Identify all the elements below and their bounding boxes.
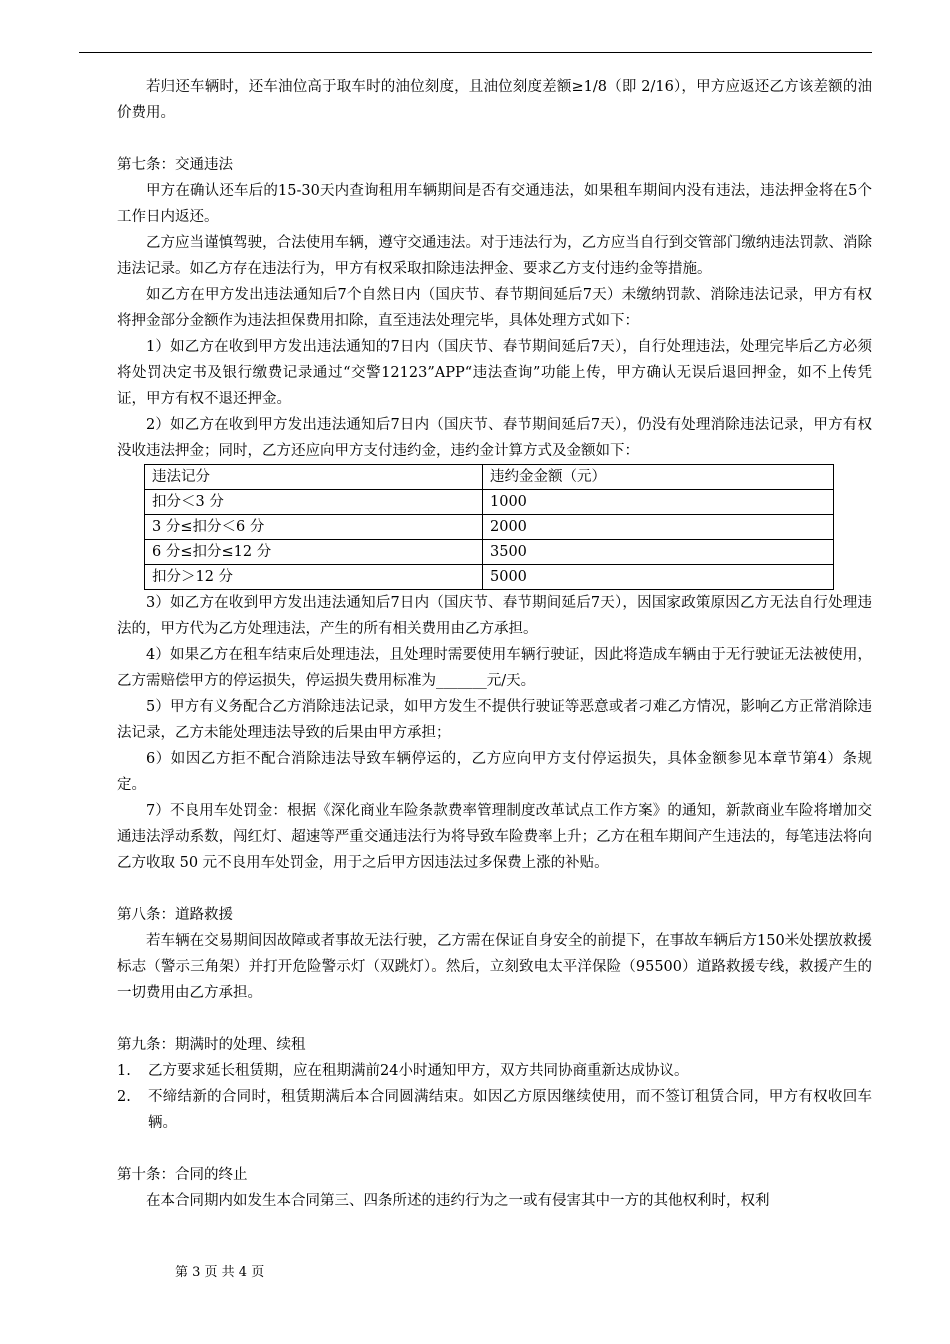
document-body [117,74,872,1214]
article-7-paragraph-1: 甲方在确认还车后的15-30天内查询租用车辆期间是否有交通违法，如果租车期间内没有违法，违法押金将在5个工作日内返还。 [117,183,872,225]
header-rule [79,52,872,53]
page-footer: 第 3 页 共 4 页 [175,1265,265,1280]
table-header-points: 违法记分 [145,465,483,490]
article-10-paragraph-1: 在本合同期内如发生本合同第三、四条所述的违约行为之一或有侵害其中一方的其他权利时，权利 [146,1193,770,1209]
article-7-item-3: 3）如乙方在收到甲方发出违法通知后7日内（国庆节、春节期间延后7天），因国家政策原因乙方无法自行处理违法的，甲方代为乙方处理违法，产生的所有相关费用由乙方承担。 [117,595,872,637]
article-7-item-1: 1）如乙方在收到甲方发出违法通知的7日内（国庆节、春节期间延后7天），自行处理违法，处理完毕后乙方必须将处罚决定书及银行缴费记录通过“交警12123”APP“违法查询”功能上传，甲方确认无误后退回押金，如不上传凭证，甲方有权不退还押金。 [117,339,872,407]
table-cell-points: 扣分＞12 分 [145,565,483,590]
article-7-paragraph-2: 乙方应当谨慎驾驶，合法使用车辆，遵守交通违法。对于违法行为，乙方应当自行到交管部门缴纳违法罚款、消除违法记录。如乙方存在违法行为，甲方有权采取扣除违法押金、要求乙方支付违约金等措施。 [117,235,872,277]
table-cell-amount: 5000 [483,565,834,590]
article-8-heading: 第八条：道路救援 [117,907,233,923]
article-7-heading: 第七条：交通违法 [117,157,233,173]
list-item [117,1084,872,1136]
list-item [117,1058,872,1084]
article-7-item-6: 6）如因乙方拒不配合消除违法导致车辆停运的，乙方应向甲方支付停运损失，具体金额参见本章节第4）条规定。 [117,751,872,793]
list-item-text: 不缔结新的合同时，租赁期满后本合同圆满结束。如因乙方原因继续使用，而不签订租赁合同，甲方有权收回车辆。 [148,1089,872,1131]
list-item-text: 乙方要求延长租赁期，应在租期满前24小时通知甲方，双方共同协商重新达成协议。 [148,1063,689,1079]
table-row [145,565,834,590]
penalty-table [144,464,834,590]
table-cell-amount: 1000 [483,490,834,515]
table-header-row [145,465,834,490]
article-7-paragraph-3: 如乙方在甲方发出违法通知后7个自然日内（国庆节、春节期间延后7天）未缴纳罚款、消除违法记录，甲方有权将押金部分金额作为违法担保费用扣除，直至违法处理完毕，具体处理方式如下： [117,287,872,329]
article-9-heading: 第九条：期满时的处理、续租 [117,1037,306,1053]
table-cell-points: 3 分≤扣分＜6 分 [145,515,483,540]
table-row [145,490,834,515]
table-cell-points: 6 分≤扣分≤12 分 [145,540,483,565]
article-8-paragraph-1: 若车辆在交易期间因故障或者事故无法行驶，乙方需在保证自身安全的前提下，在事故车辆后方150米处摆放救援标志（警示三角架）并打开危险警示灯（双跳灯）。然后，立刻致电太平洋保险（95500）道路救援专线，救援产生的一切费用由乙方承担。 [117,933,872,1001]
table-cell-amount: 3500 [483,540,834,565]
table-header-amount: 违约金金额（元） [483,465,834,490]
article-7-item-4: 4）如果乙方在租车结束后处理违法，且处理时需要使用车辆行驶证，因此将造成车辆由于无行驶证无法被使用，乙方需赔偿甲方的停运损失，停运损失费用标准为_______元/天。 [117,647,872,689]
table-row [145,515,834,540]
list-number: 2. [117,1089,131,1105]
table-row [145,540,834,565]
paragraph-fuel-refund: 若归还车辆时，还车油位高于取车时的油位刻度，且油位刻度差额≥1/8（即 2/16），甲方应返还乙方该差额的油价费用。 [117,79,872,121]
article-7-item-5: 5）甲方有义务配合乙方消除违法记录，如甲方发生不提供行驶证等恶意或者刁难乙方情况，影响乙方正常消除违法记录，乙方未能处理违法导致的后果由甲方承担； [117,699,872,741]
table-cell-amount: 2000 [483,515,834,540]
list-number: 1. [117,1063,131,1079]
article-7-item-2: 2）如乙方在收到甲方发出违法通知后7日内（国庆节、春节期间延后7天），仍没有处理消除违法记录，甲方有权没收违法押金；同时，乙方还应向甲方支付违约金，违约金计算方式及金额如下： [117,417,872,459]
article-7-item-7: 7）不良用车处罚金：根据《深化商业车险条款费率管理制度改革试点工作方案》的通知，新款商业车险将增加交通违法浮动系数，闯红灯、超速等严重交通违法行为将导致车险费率上升；乙方在租车期间产生违法的，每笔违法将向乙方收取 50 元不良用车处罚金，用于之后甲方因违法过多保费上涨的补贴。 [117,803,872,871]
table-cell-points: 扣分＜3 分 [145,490,483,515]
article-10-heading: 第十条：合同的终止 [117,1167,248,1183]
